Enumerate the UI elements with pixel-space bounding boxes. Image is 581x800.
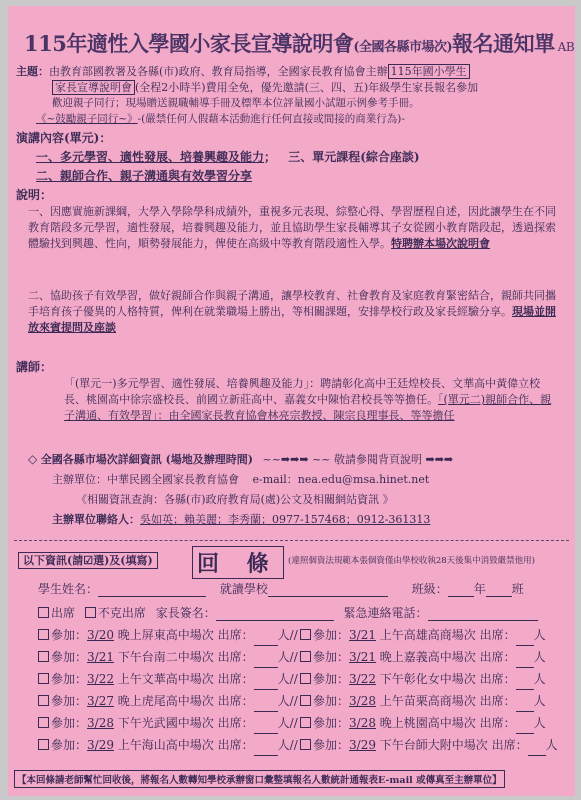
session-option[interactable]: 參加：3/29 上午海山高中場次 出席： 人// (38, 734, 298, 756)
session-option[interactable]: 參加：3/27 晚上虎尾高中場次 出席： 人// (38, 690, 298, 712)
session-option[interactable]: 參加：3/20 晚上屏東高中場次 出席： 人// (38, 624, 298, 646)
session-option[interactable]: 參加：3/21 下午台南二中場次 出席： 人// (38, 646, 298, 668)
session-option[interactable]: 參加：3/21 上午高雄高商場次 出席： 人 (300, 624, 570, 646)
privacy-note: (違照個資法規範本張個資僅由學校收執28天後集中消毀嚴禁他用) (288, 556, 535, 566)
session-option[interactable]: 參加：3/21 晚上嘉義高中場次 出席： 人 (300, 646, 570, 668)
content-heading: 演講內容(單元)： (16, 131, 112, 145)
page-title: 115年適性入學國小家長宣導說明會(全國各縣市場次)報名通知單 AB (24, 31, 575, 56)
form-code: AB (557, 40, 575, 54)
theme-line-2: 家長宣導說明會 (全程2小時半)費用全免，優先邀請(三、四、五)年級學生家長報名參加 (52, 80, 478, 96)
checkbox-icon[interactable] (38, 673, 49, 684)
emergency-phone-field[interactable] (428, 620, 538, 621)
grade-year-field[interactable] (448, 596, 474, 597)
session-option[interactable]: 參加：3/28 下午光武國中場次 出席： 人// (38, 712, 298, 734)
explain-paragraph-1: 一、因應實施新課綱，大學入學除學科成績外，重視多元表現、綜整心得、學習歷程自述，因此讓學生在不同教育階段多元學習，適性發展，培養興趣及能力，並且協助學生家長輔導其子女從國小教育階段起，透過探索體驗找到興趣、性向，順勢發展能力，俾使在高級中等教育階段適性入學。特聘辦本場次說明會 (28, 205, 556, 250)
info-line-1: ◇ 全國各縣市場次詳細資訊 (場地及辦理時間) ~~➡➡➡ ~~ 敬請參閱背頁說明 ➡➡➡ (28, 452, 454, 466)
theme-line-4: 《~鼓勵親子同行~》-(嚴禁任何人假藉本活動進行任何直接或間接的商業行為)- (36, 113, 405, 125)
checkbox-icon[interactable] (300, 673, 311, 684)
attendance-row: 出席 不克出席 家長簽名： 緊急連絡電話： (38, 604, 538, 621)
session-option[interactable]: 參加：3/22 上午文華高中場次 出席： 人// (38, 668, 298, 690)
checkbox-icon[interactable] (300, 739, 311, 750)
checkbox-icon[interactable] (38, 717, 49, 728)
speakers-text: 「(單元一)多元學習、適性發展、培養興趣及能力」：聘請彰化高中王廷煌校長、文華高中黃偉立校長、桃園高中徐宗盛校長、前國立新莊高中、嘉義女中陳怡君校長等等擔任。「(單元二)親師合作、親子溝通、有效學習」：由全國家長教育協會林亮宗教授、陳宗良理事長、等等擔任 (64, 377, 552, 422)
cut-line (14, 540, 569, 541)
content-unit-2: 二、親師合作、親子溝通與有效學習分享 (36, 169, 253, 183)
parent-signature-field[interactable] (216, 620, 334, 621)
theme-line-3: 歡迎親子同行；現場贈送親職輔導手冊及標準本位評量國小試題示例參考手冊。 (52, 97, 420, 109)
session-option[interactable]: 參加：3/22 下午彰化女中場次 出席： 人 (300, 668, 570, 690)
attend-checkbox[interactable] (38, 607, 49, 618)
registration-notice (8, 6, 575, 796)
student-row: 學生姓名： 就讀學校 班級： 年 班 (38, 582, 524, 596)
checkbox-icon[interactable] (300, 695, 311, 706)
sessions-left-column (38, 624, 298, 756)
session-option[interactable]: 參加：3/28 晚上桃園高中場次 出席： 人 (300, 712, 570, 734)
speakers-heading: 講師： (16, 360, 53, 374)
checkbox-icon[interactable] (38, 739, 49, 750)
session-option[interactable]: 參加：3/29 下午台師大附中場次 出席： 人 (300, 734, 570, 756)
explain-paragraph-2: 二、協助孩子有效學習，做好親師合作與親子溝通，讓學校教育、社會教育及家庭教育緊密結合，親師共同攜手培育孩子優異的人格特質，俾利在就業職場上勝出，等相關課題，安排學校行政及家長經驗分享。現場並開放來賓提問及座談 (28, 289, 556, 334)
email-link[interactable]: nea.edu@msa.hinet.net (297, 473, 430, 486)
sessions-right-column (300, 624, 570, 756)
checkbox-icon[interactable] (38, 651, 49, 662)
school-field[interactable] (268, 596, 388, 597)
diamond-icon: ◇ (28, 452, 38, 466)
footer-note: 【本回條請老師幫忙回收後，將報名人數轉知學校承辦窗口彙整填報名人數統計通報表E-mail 或傳真至主辦單位】 (14, 770, 505, 788)
content-unit-1: 一、多元學習、適性發展、培養興趣及能力； 三、單元課程(綜合座談) (36, 150, 420, 164)
count-field[interactable] (528, 755, 546, 756)
theme-line-1: 主題：由教育部國教署及各縣(市)政府、教育局指導，全國家長教育協會主辦 115年國小學生 (16, 64, 470, 80)
grade-class-field[interactable] (486, 596, 512, 597)
checkbox-icon[interactable] (300, 651, 311, 662)
checkbox-icon[interactable] (38, 695, 49, 706)
checkbox-icon[interactable] (300, 717, 311, 728)
checkbox-icon[interactable] (300, 629, 311, 640)
info-organizer: 主辦單位：中華民國全國家長教育協會 e-mail：nea.edu@msa.hinet.net (52, 473, 430, 486)
info-contacts: 主辦單位聯絡人：吳如英；賴美麗；李秀蘭；0977-157468；0912-361313 (52, 513, 431, 526)
reply-title: 回 條 (192, 546, 284, 579)
count-field[interactable] (254, 755, 278, 756)
student-name-field[interactable] (98, 596, 206, 597)
session-option[interactable]: 參加：3/28 上午苗栗高商場次 出席： 人 (300, 690, 570, 712)
explain-heading: 說明： (16, 188, 53, 202)
absent-checkbox[interactable] (85, 607, 96, 618)
info-query: 《相關資訊查詢：各縣(市)政府教育局(處)公文及相關網站資訊 》 (76, 493, 394, 506)
checkbox-icon[interactable] (38, 629, 49, 640)
reply-instruction: 以下資訊(請☑選)及(填寫) (18, 552, 158, 568)
